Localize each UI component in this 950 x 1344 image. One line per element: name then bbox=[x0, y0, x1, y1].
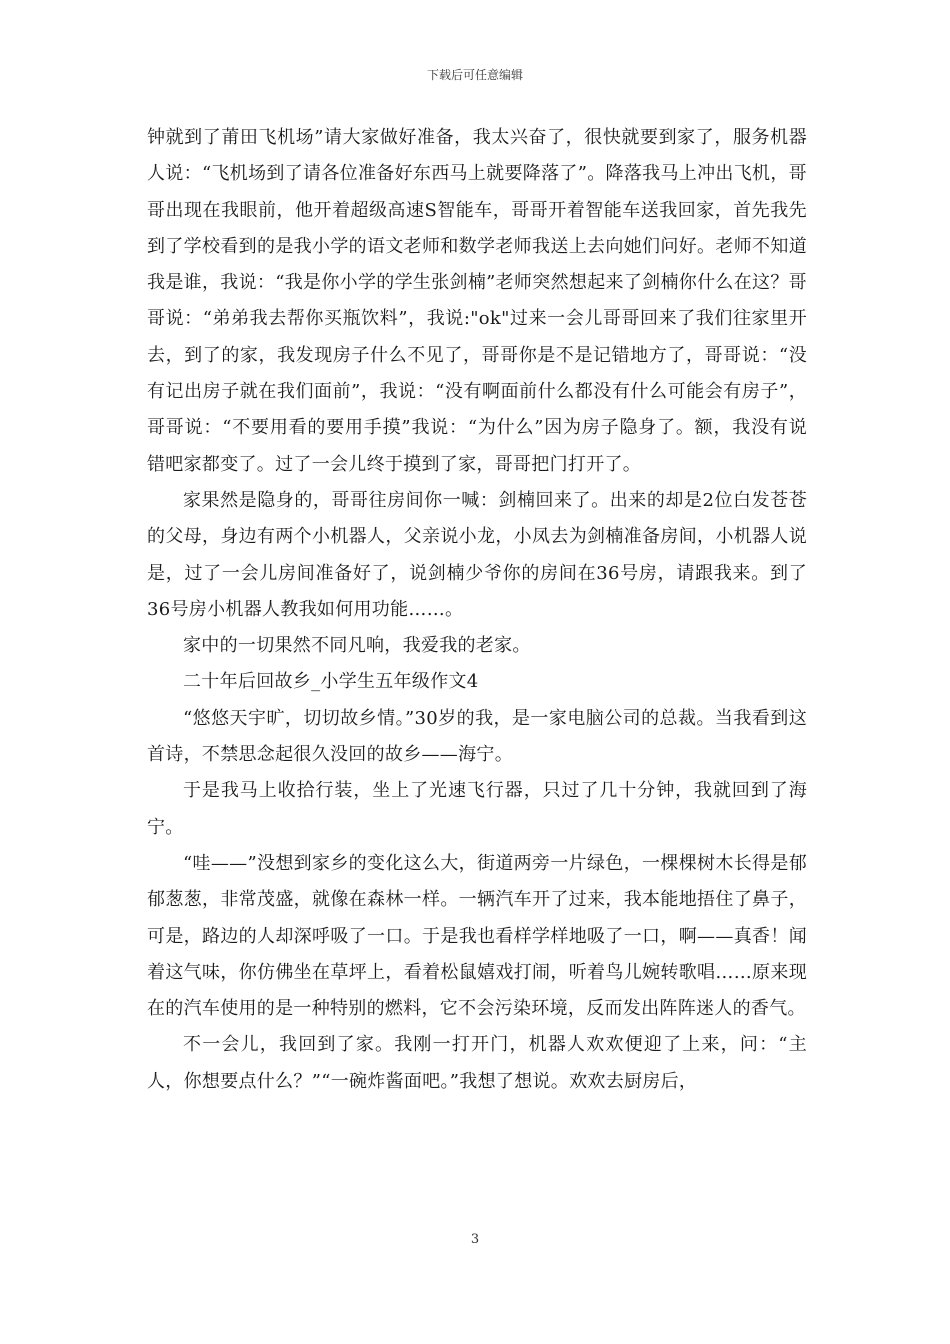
paragraph: 家中的一切果然不同凡响，我爱我的老家。 bbox=[183, 635, 531, 657]
paragraph: 于是我马上收拾行装，坐上了光速飞行器，只过了几十分钟，我就回到了海宁。 bbox=[147, 780, 807, 838]
paragraph: 不一会儿，我回到了家。我刚一打开门，机器人欢欢便迎了上来，问：“主人，你想要点什么？”“一碗炸酱面吧。”我想了想说。欢欢去厨房后， bbox=[147, 1034, 807, 1092]
paragraph: “哇——”没想到家乡的变化这么大，街道两旁一片绿色，一棵棵树木长得是郁郁葱葱，非常茂盛，就像在森林一样。一辆汽车开了过来，我本能地捂住了鼻子，可是，路边的人却深呼吸了一口。于是我也看样学样地吸了一口，啊——真香！闻着这气味，你仿佛坐在草坪上，看着松鼠嬉戏打闹，听着鸟儿婉转歌唱……原来现在的汽车使用的是一种特别的燃料，它不会污染环境，反而发出阵阵迷人的香气。 bbox=[147, 852, 807, 1020]
page-header: 下载后可任意编辑 bbox=[426, 68, 523, 82]
page-number: 3 bbox=[470, 1232, 480, 1247]
paragraph: 家果然是隐身的，哥哥往房间你一喊：剑楠回来了。出来的却是2位白发苍苍的父母，身边有两个小机器人，父亲说小龙，小凤去为剑楠准备房间，小机器人说是，过了一会儿房间准备好了，说剑楠少爷你的房间在36号房，请跟我来。到了36号房小机器人教我如何用功能……。 bbox=[147, 489, 807, 620]
paragraph: “悠悠天宇旷，切切故乡情。”30岁的我，是一家电脑公司的总裁。当我看到这首诗，不禁思念起很久没回的故乡——海宁。 bbox=[147, 707, 807, 766]
section-title: 二十年后回故乡_小学生五年级作文4 bbox=[183, 671, 479, 693]
paragraph: 钟就到了莆田飞机场”请大家做好准备，我太兴奋了，很快就要到家了，服务机器人说：“飞机场到了请各位准备好东西马上就要降落了”。降落我马上冲出飞机，哥哥出现在我眼前，他开着超级高速S智能车，哥哥开着智能车送我回家，首先我先到了学校看到的是我小学的语文老师和数学老师我送上去向她们问好。老师不知道我是谁，我说：“我是你小学的学生张剑楠”老师突然想起来了剑楠你什么在这？哥哥说：“弟弟我去帮你买瓶饮料”，我说:"ok"过来一会儿哥哥回来了我们往家里开去，到了的家，我发现房子什么不见了，哥哥你是不是记错地方了，哥哥说：“没有记出房子就在我们面前”，我说：“没有啊面前什么都没有什么可能会有房子”，哥哥说：“不要用看的要用手摸”我说：“为什么”因为房子隐身了。额，我没有说错吧家都变了。过了一会儿终于摸到了家，哥哥把门打开了。 bbox=[147, 127, 807, 475]
body-text bbox=[147, 120, 807, 1100]
